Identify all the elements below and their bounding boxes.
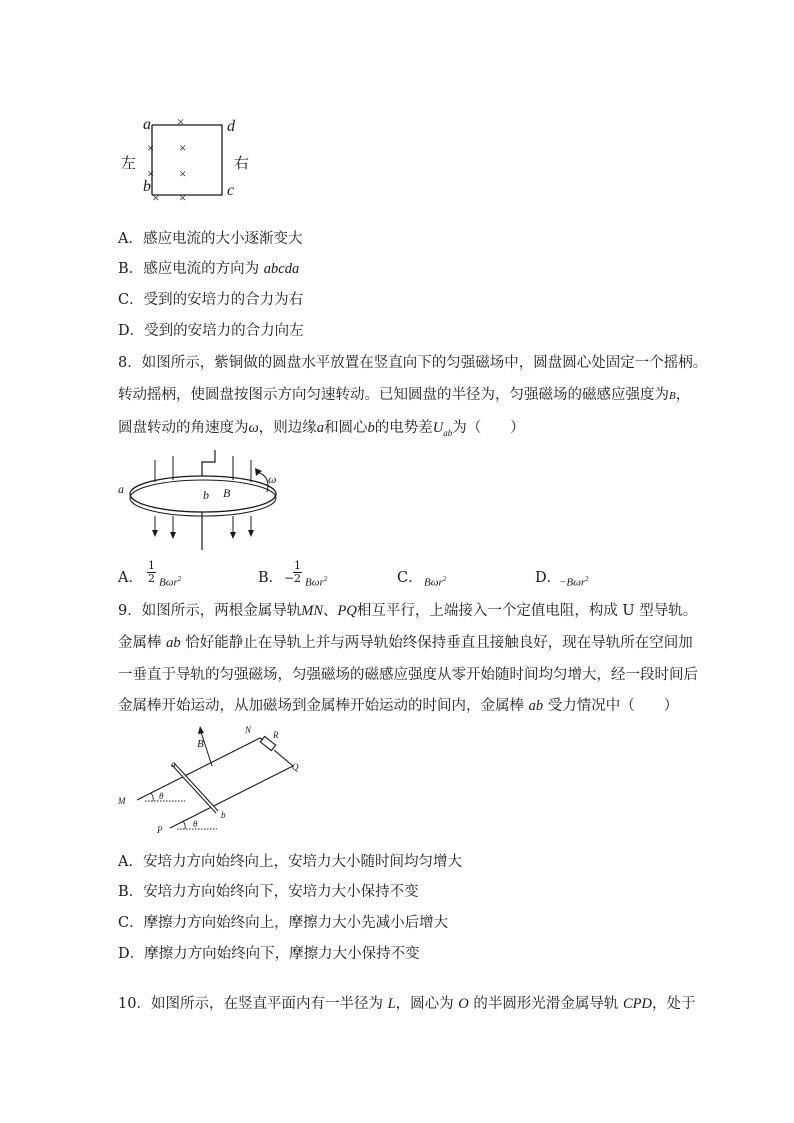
- q8-sq: 2: [585, 575, 589, 583]
- q8-option-c-letter: C．: [397, 570, 423, 586]
- q10-stem-text: ，圆心为: [395, 996, 459, 1012]
- q7-left-label: 左: [121, 154, 137, 172]
- q7-option-a: A．感应电流的大小逐渐变大: [118, 231, 303, 247]
- q8-frac-num: 1: [294, 559, 301, 572]
- q8-option-a-fraction: [147, 560, 156, 585]
- q7-cross: ×: [147, 166, 155, 181]
- q9-fig-label-b: b: [221, 810, 226, 820]
- q7-label-a: a: [143, 116, 151, 133]
- q8-var-omega: ω: [248, 420, 259, 436]
- q9-fig-label-P: P: [157, 825, 163, 835]
- q7-cross: ×: [147, 140, 155, 155]
- q10-var-O: O: [458, 996, 469, 1012]
- q8-var-b: b: [367, 420, 375, 436]
- q8-var-B: B: [669, 390, 676, 402]
- q8-option-b-letter: B．: [258, 570, 284, 586]
- q8-option-a-letter: A．: [118, 570, 143, 586]
- q8-stem-text: 圆盘转动的角速度为: [118, 420, 249, 436]
- q8-stem-line-2: [118, 385, 690, 406]
- q8-stem-text: 转动摇柄，使圆盘按图示方向匀速转动。已知圆盘的半径为，匀强磁场的磁感应强度为: [118, 387, 669, 403]
- q8-expr-text: −Bωr: [559, 576, 586, 589]
- q10-stem-text: ，处于: [651, 996, 696, 1012]
- q8-var-U-sub: ab: [443, 427, 453, 438]
- q9-option-a: A．安培力方向始终向上，安培力大小随时间均匀增大: [118, 854, 462, 870]
- q7-option-b-var: abcda: [263, 261, 300, 277]
- q7-cross: ×: [179, 190, 187, 205]
- q9-fig-label-Q: Q: [292, 762, 299, 772]
- q9-var-ab: ab: [528, 698, 544, 714]
- q8-sq: 2: [323, 575, 328, 583]
- q9-stem-text: 相互平行，上端接入一个定值电阻，构成 U 型导轨。: [356, 603, 698, 619]
- q8-var-U: U: [432, 420, 444, 436]
- q9-fig-label-N: N: [245, 725, 252, 735]
- q9-var-ab: ab: [166, 635, 181, 651]
- q7-figure: [115, 112, 275, 207]
- q8-sq: 2: [442, 575, 447, 583]
- q8-expr-text: Bωr: [159, 576, 178, 589]
- q7-label-d: d: [227, 118, 235, 135]
- q9-fig-label-theta: θ: [193, 819, 198, 829]
- q8-var-a: a: [316, 420, 324, 436]
- q7-cross: ×: [152, 190, 160, 205]
- q9-option-c: C．摩擦力方向始终向上，摩擦力大小先减小后增大: [118, 915, 449, 931]
- q8-stem-text: ，则边缘: [258, 420, 317, 436]
- q7-option-c: C．受到的安培力的合力为右: [118, 292, 304, 308]
- q8-sq: 2: [177, 575, 182, 583]
- q8-fig-label-a: a: [118, 482, 124, 496]
- q9-stem-text: 金属棒: [118, 635, 167, 651]
- q10-stem-line-1: [118, 994, 695, 1014]
- q8-option-a-expr: [159, 569, 181, 593]
- q9-fig-label-a: a: [171, 759, 176, 769]
- q8-frac-den: 2: [148, 572, 155, 585]
- q7-label-c: c: [227, 182, 235, 199]
- q9-fig-label-B: B: [197, 738, 204, 750]
- q8-stem-line-3: [118, 418, 525, 443]
- q7-cross: ×: [179, 140, 187, 155]
- q10-var-L: L: [387, 996, 396, 1012]
- q9-option-b: B．安培力方向始终向下，安培力大小保持不变: [118, 884, 419, 900]
- q8-option-b-fraction: [293, 560, 302, 585]
- q8-option-b-minus: −: [284, 571, 295, 585]
- q8-stem-text: 的电势差: [374, 420, 433, 436]
- q8-figure: [115, 448, 295, 553]
- q7-right-label: 右: [234, 154, 250, 172]
- q10-stem-text: 的半圆形光滑金属导轨: [468, 996, 623, 1012]
- q8-option-b-expr: [305, 569, 327, 593]
- q7-cross: ×: [179, 166, 187, 181]
- q8-frac-num: 1: [148, 559, 155, 572]
- q7-option-b-text: B．感应电流的方向为: [118, 261, 264, 277]
- q8-stem-text: 为（ ）: [452, 420, 525, 436]
- q8-fig-label-b: b: [203, 488, 209, 502]
- q8-stem-line-1: 8．如图所示，紫铜做的圆盘水平放置在竖直向下的匀强磁场中，圆盘圆心处固定一个摇柄。: [118, 355, 708, 371]
- q9-stem-text: 金属棒开始运动，从加磁场到金属棒开始运动的时间内，金属棒: [118, 698, 529, 714]
- q8-expr-text: Bωr: [424, 576, 443, 589]
- q8-option-c-expr: [424, 569, 446, 593]
- q9-fig-label-M: M: [118, 796, 126, 806]
- q8-expr-text: Bωr: [305, 576, 324, 589]
- q9-var-MN: MN: [301, 603, 323, 619]
- q9-stem-line-1: [118, 601, 697, 621]
- q9-figure-svg: [115, 724, 315, 840]
- q8-option-d-letter: D．: [535, 570, 562, 586]
- q8-fig-label-omega: ω: [268, 472, 277, 486]
- q9-fig-label-theta: θ: [159, 791, 164, 801]
- q7-cross: ×: [177, 114, 185, 129]
- q9-stem-text: 受力情况中（ ）: [543, 698, 679, 714]
- q8-stem-text: ，: [675, 387, 691, 403]
- q8-frac-den: 2: [294, 572, 301, 585]
- q7-option-b: [118, 259, 299, 279]
- q9-stem-line-2: [118, 633, 693, 653]
- q7-option-d: D．受到的安培力的合力向左: [118, 323, 304, 339]
- q9-stem-text: 9．如图所示，两根金属导轨: [118, 603, 302, 619]
- q8-option-d-expr: [559, 569, 589, 593]
- q9-figure: [115, 724, 315, 840]
- q9-var-PQ: PQ: [337, 603, 357, 619]
- q9-fig-label-R: R: [273, 730, 279, 740]
- q10-var-CPD: CPD: [622, 996, 652, 1012]
- q7-label-b: b: [143, 178, 151, 195]
- q9-stem-text: 恰好能静止在导轨上并与两导轨始终保持垂直且接触良好，现在导轨所在空间加: [180, 635, 693, 651]
- q9-stem-line-4: [118, 696, 678, 716]
- q8-stem-text: 和圆心: [324, 420, 368, 436]
- q10-stem-text: 10．如图所示，在竖直平面内有一半径为: [118, 996, 388, 1012]
- q9-option-d: D．摩擦力方向始终向下，摩擦力大小保持不变: [118, 946, 420, 962]
- q7-figure-svg: [115, 112, 275, 207]
- q9-stem-line-3: 一垂直于导轨的匀强磁场，匀强磁场的磁感应强度从零开始随时间均匀增大，经一段时间后: [118, 667, 698, 683]
- q9-stem-text: 、: [322, 603, 338, 619]
- q7-loop-edge: [152, 125, 222, 195]
- q8-fig-label-B: B: [223, 486, 231, 500]
